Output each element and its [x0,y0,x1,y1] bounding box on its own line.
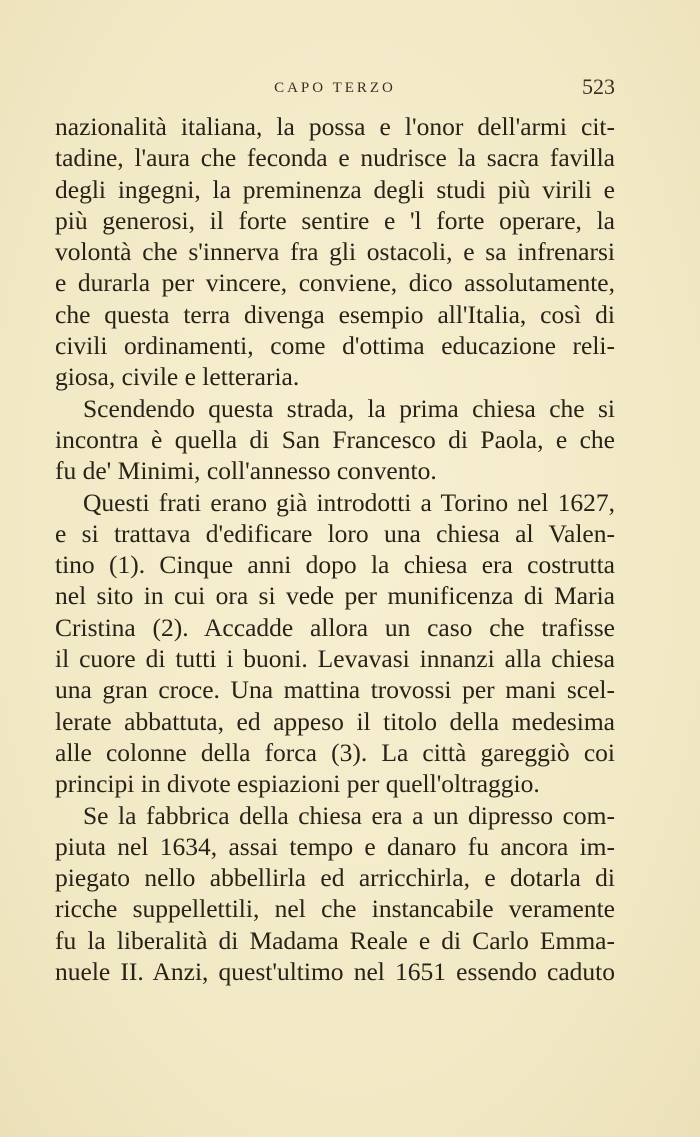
text-line: giosa, civile e letteraria. [55,362,300,392]
text-line: e si trattava d'edificare loro una chiesa al Valen- [55,518,615,548]
text-line: Cristina (2). Accadde allora un caso che trafisse [55,612,615,642]
text-line: tadine, l'aura che feconda e nudrisce la sacra favilla [55,143,615,173]
text-line: alle colonne della forca (3). La città gareggiò coi [55,737,615,767]
text-line: nazionalità italiana, la possa e l'onor dell'armi cit- [55,112,615,141]
text-line: una gran croce. Una mattina trovossi per mani scel- [55,675,615,705]
text-line: Se la fabbrica della chiesa era a un dipresso com- [83,800,615,830]
text-line: ricche suppellettili, nel che instancabile veramente [55,894,615,924]
body-text [55,111,615,987]
text-line: tino (1). Cinque anni dopo la chiesa era costrutta [55,550,615,580]
text-line: volontà che s'innerva fra gli ostacoli, e sa infrenarsi [55,237,615,267]
running-title: CAPO TERZO [274,80,396,96]
text-line: e durarla per vincere, conviene, dico assolutamente, [55,268,615,298]
page-number: 523 [582,74,615,99]
text-line: degli ingegni, la preminenza degli studi più virili e [55,174,615,204]
text-line: lerate abbattuta, ed appeso il titolo della medesima [55,706,615,736]
text-line: civili ordinamenti, come d'ottima educazione reli- [55,331,615,361]
text-line: nel sito in cui ora si vede per munificenza di Maria [55,581,615,611]
text-line: piuta nel 1634, assai tempo e danaro fu ancora im- [55,831,615,861]
text-line: fu de' Minimi, coll'annesso convento. [55,456,437,486]
text-line: fu la liberalità di Madama Reale e di Carlo Emma- [55,925,615,955]
text-line: incontra è quella di San Francesco di Paola, e che [55,424,615,454]
text-line: principi in divote espiazioni per quell'oltraggio. [55,769,540,799]
text-line: il cuore di tutti i buoni. Levavasi innanzi alla chiesa [55,644,615,674]
text-line: più generosi, il forte sentire e 'l forte operare, la [55,205,615,235]
text-line: che questa terra divenga esempio all'Italia, così di [55,299,615,329]
text-line: Questi frati erano già introdotti a Torino nel 1627, [83,487,615,517]
text-line: nuele II. Anzi, quest'ultimo nel 1651 essendo caduto [55,957,615,987]
text-line: Scendendo questa strada, la prima chiesa che si [83,393,615,423]
text-line: piegato nello abbellirla ed arricchirla, e dotarla di [55,863,615,893]
page-header [55,74,615,104]
